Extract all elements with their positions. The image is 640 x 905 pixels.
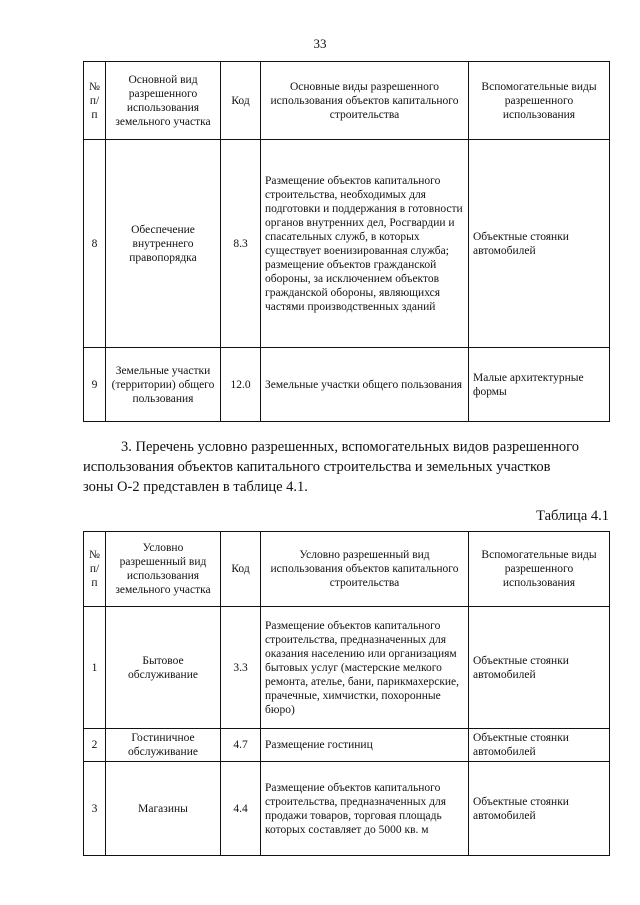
- section-paragraph: [83, 437, 609, 497]
- header-num: № п/п: [84, 62, 106, 140]
- header-code: Код: [221, 62, 261, 140]
- paragraph-line-3: зоны О-2 представлен в таблице 4.1.: [83, 479, 308, 495]
- row-capital: Земельные участки общего пользования: [261, 348, 469, 422]
- header-code: Код: [221, 532, 261, 607]
- table-1: [83, 61, 610, 422]
- table-4-1: [83, 531, 610, 856]
- row-auxiliary: Малые архитектурные формы: [469, 348, 610, 422]
- row-auxiliary: Объектные стоянки автомобилей: [469, 762, 610, 856]
- row-use: Гостиничное обслуживание: [106, 729, 221, 762]
- row-code: 3.3: [221, 607, 261, 729]
- row-code: 4.4: [221, 762, 261, 856]
- row-num: 2: [84, 729, 106, 762]
- row-code: 8.3: [221, 140, 261, 348]
- table-caption: Таблица 4.1: [536, 508, 609, 524]
- row-num: 9: [84, 348, 106, 422]
- row-use: Магазины: [106, 762, 221, 856]
- table-2-header-row: [84, 532, 610, 607]
- table-1-header-row: [84, 62, 610, 140]
- table-row: [84, 607, 610, 729]
- row-use: Бытовое обслуживание: [106, 607, 221, 729]
- table-row: [84, 140, 610, 348]
- row-capital: Размещение объектов капитального строительства, предназначенных для оказания населению или организациям бытовых услуг (мастерские мелкого ремонта, ателье, бани, парикмахерские, прачечные, химчистки, похоронные бюро): [261, 607, 469, 729]
- header-main-use: Основной вид разрешенного использования земельного участка: [106, 62, 221, 140]
- row-num: 8: [84, 140, 106, 348]
- table-row: [84, 348, 610, 422]
- row-num: 3: [84, 762, 106, 856]
- paragraph-line-1: 3. Перечень условно разрешенных, вспомогательных видов разрешенного: [121, 439, 579, 455]
- header-capital: Условно разрешенный вид использования объектов капитального строительства: [261, 532, 469, 607]
- header-auxiliary: Вспомогательные виды разрешенного использования: [469, 532, 610, 607]
- header-auxiliary: Вспомогательные виды разрешенного использования: [469, 62, 610, 140]
- row-code: 12.0: [221, 348, 261, 422]
- header-num: № п/п: [84, 532, 106, 607]
- row-use: Обеспечение внутреннего правопорядка: [106, 140, 221, 348]
- header-capital: Основные виды разрешенного использования объектов капитального строительства: [261, 62, 469, 140]
- row-capital: Размещение объектов капитального строительства, предназначенных для продажи товаров, торговая площадь которых составляет до 5000 кв. м: [261, 762, 469, 856]
- row-use: Земельные участки (территории) общего пользования: [106, 348, 221, 422]
- page-number: 33: [313, 36, 327, 51]
- row-capital: Размещение объектов капитального строительства, необходимых для подготовки и поддержания в готовности органов внутренних дел, Росгвардии и спасательных служб, в которых существует военизированная служба; размещение объектов гражданской обороны, за исключением объектов гражданской обороны, являющихся частями производственных зданий: [261, 140, 469, 348]
- table-row: [84, 762, 610, 856]
- paragraph-line-2: использования объектов капитального строительства и земельных участков: [83, 459, 551, 475]
- table-row: [84, 729, 610, 762]
- row-auxiliary: Объектные стоянки автомобилей: [469, 729, 610, 762]
- row-num: 1: [84, 607, 106, 729]
- header-main-use: Условно разрешенный вид использования земельного участка: [106, 532, 221, 607]
- row-code: 4.7: [221, 729, 261, 762]
- row-auxiliary: Объектные стоянки автомобилей: [469, 607, 610, 729]
- row-capital: Размещение гостиниц: [261, 729, 469, 762]
- row-auxiliary: Объектные стоянки автомобилей: [469, 140, 610, 348]
